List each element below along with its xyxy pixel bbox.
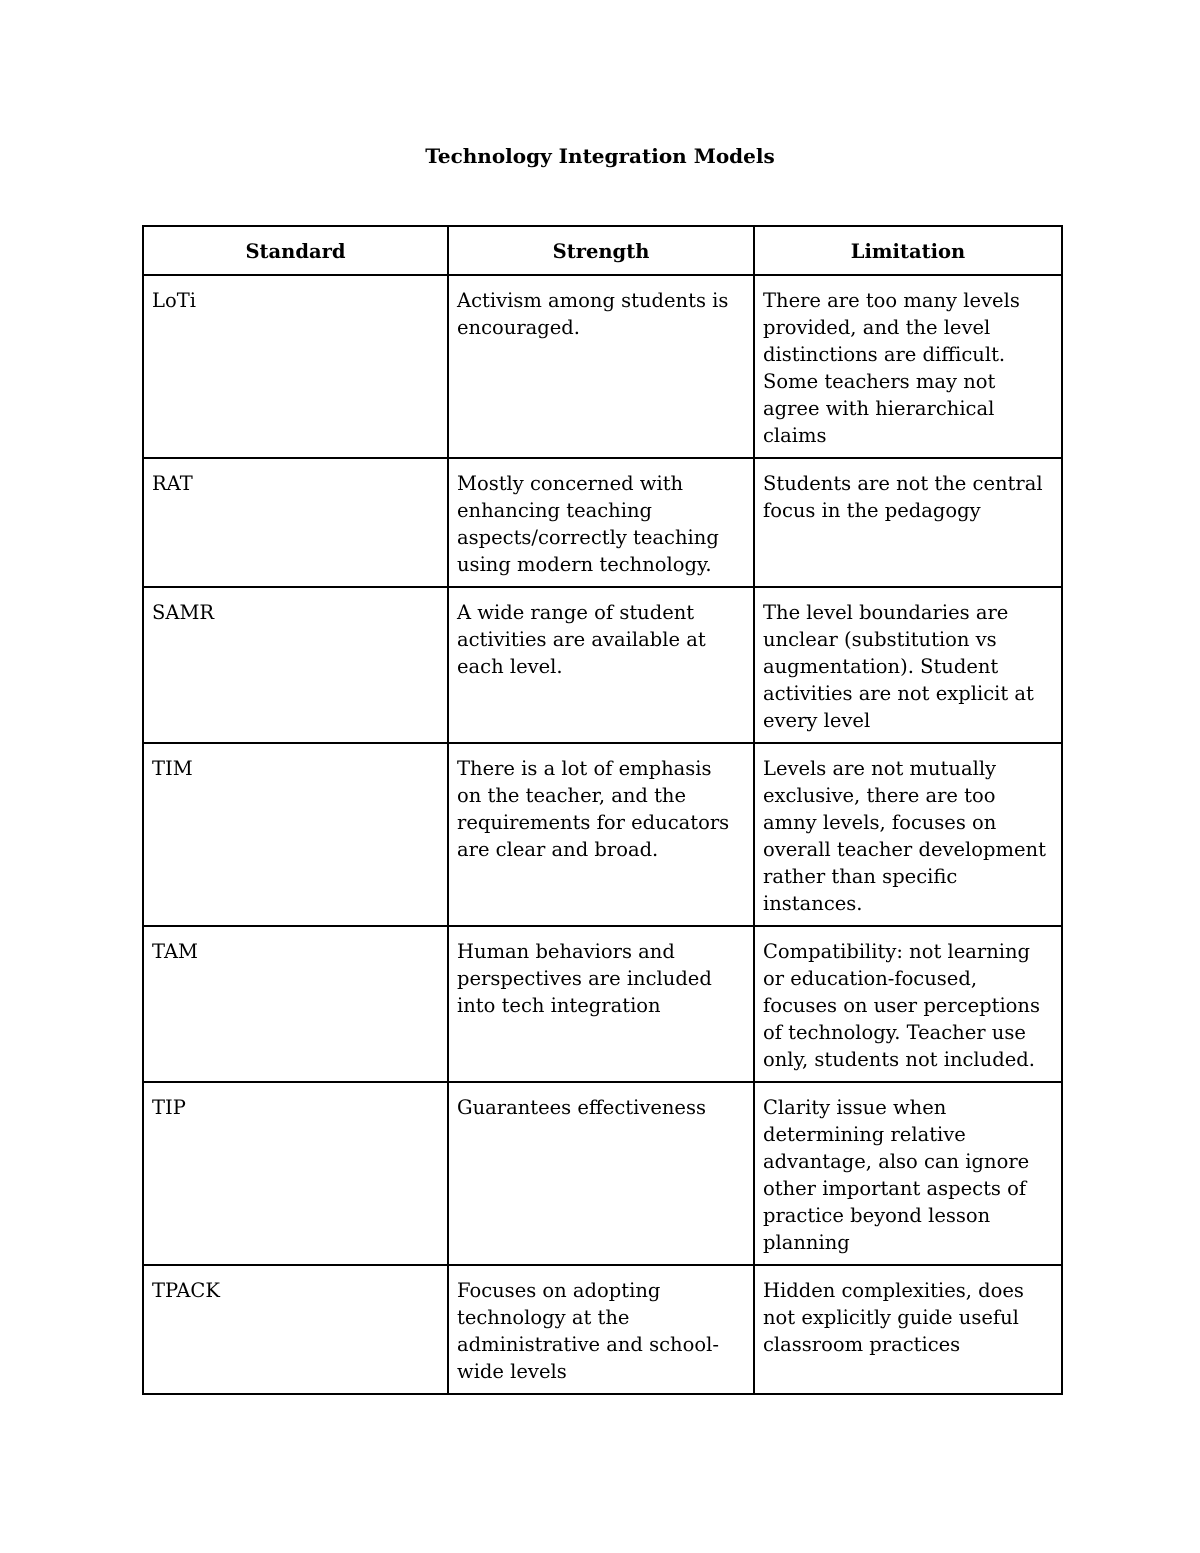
models-table <box>142 225 1063 1395</box>
table-row <box>143 1265 1062 1394</box>
cell-standard: TAM <box>143 926 448 1082</box>
cell-strength: There is a lot of emphasis on the teacher, and the requirements for educators are clear and broad. <box>448 743 754 926</box>
cell-strength: Guarantees effectiveness <box>448 1082 754 1265</box>
cell-limitation: Hidden complexities, does not explicitly guide useful classroom practices <box>754 1265 1062 1394</box>
cell-limitation: The level boundaries are unclear (substitution vs augmentation). Student activities are not explicit at every level <box>754 587 1062 743</box>
cell-standard: LoTi <box>143 275 448 458</box>
cell-standard: TIM <box>143 743 448 926</box>
page-title: Technology Integration Models <box>425 144 775 168</box>
cell-limitation: Levels are not mutually exclusive, there are too amny levels, focuses on overall teacher development rather than specific instances. <box>754 743 1062 926</box>
cell-limitation: Clarity issue when determining relative advantage, also can ignore other important aspects of practice beyond lesson planning <box>754 1082 1062 1265</box>
cell-standard: TPACK <box>143 1265 448 1394</box>
header-standard: Standard <box>143 226 448 275</box>
table-row <box>143 587 1062 743</box>
table-row <box>143 458 1062 587</box>
cell-limitation: Compatibility: not learning or education-focused, focuses on user perceptions of technology. Teacher use only, students not included. <box>754 926 1062 1082</box>
table-row <box>143 743 1062 926</box>
table-row <box>143 275 1062 458</box>
table-row <box>143 1082 1062 1265</box>
cell-standard: RAT <box>143 458 448 587</box>
cell-standard: SAMR <box>143 587 448 743</box>
cell-strength: Mostly concerned with enhancing teaching aspects/correctly teaching using modern technology. <box>448 458 754 587</box>
cell-limitation: Students are not the central focus in the pedagogy <box>754 458 1062 587</box>
header-limitation: Limitation <box>754 226 1062 275</box>
cell-standard: TIP <box>143 1082 448 1265</box>
cell-strength: Focuses on adopting technology at the administrative and school-wide levels <box>448 1265 754 1394</box>
cell-strength: A wide range of student activities are available at each level. <box>448 587 754 743</box>
table-header-row <box>143 226 1062 275</box>
header-strength: Strength <box>448 226 754 275</box>
cell-strength: Human behaviors and perspectives are included into tech integration <box>448 926 754 1082</box>
cell-limitation: There are too many levels provided, and the level distinctions are difficult. Some teachers may not agree with hierarchical claims <box>754 275 1062 458</box>
cell-strength: Activism among students is encouraged. <box>448 275 754 458</box>
table-row <box>143 926 1062 1082</box>
